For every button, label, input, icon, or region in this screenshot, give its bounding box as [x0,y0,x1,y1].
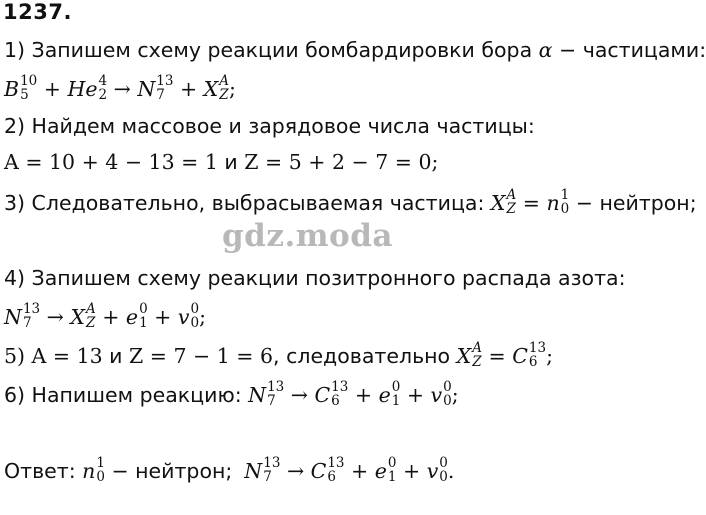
plus-sign: + [348,382,379,407]
step-5-text [4,340,553,371]
problem-number: 1237. [3,0,72,24]
mass-number: 0 [439,455,448,471]
mass-number: 4 [98,73,108,89]
charge-number: Z [85,314,96,331]
arrow-symbol: → [40,304,71,329]
answer-line [4,455,455,486]
conjunction: и [102,343,130,368]
mass-number: 0 [139,301,148,317]
step-5-label: , следовательно [273,343,457,368]
nitrogen-indices [263,457,280,485]
neutron-indices [561,189,570,217]
step-6-label: 6) Напишем реакцию: [4,382,249,407]
alpha-symbol: α [538,38,553,62]
nitrogen-indices [23,303,40,331]
neutron-indices [96,457,105,485]
reaction-equation-1 [4,73,236,104]
charge-number: 6 [528,353,538,370]
charge-number: 1 [139,314,148,331]
mass-number: 10 [20,73,38,89]
particle-x-indices [86,303,96,331]
arrow-symbol: → [107,76,138,101]
neutrino-symbol: v [426,458,439,483]
step-3-text [4,187,697,218]
mass-number: 1 [560,187,570,203]
neutrino-indices [439,457,448,485]
step-6-text [4,379,459,410]
particle-x-indices [472,342,482,370]
nitrogen-symbol: N [137,76,156,101]
charge-number-result: Z = 7 − 1 = 6 [129,343,274,368]
equals-sign: = [516,190,547,215]
mass-number: 0 [387,455,397,471]
particle-x-indices [507,189,517,217]
plus-sign: + [173,76,204,101]
carbon-indices [327,457,344,485]
carbon-symbol: C [314,382,331,407]
period: . [447,458,455,483]
charge-number: 0 [560,200,570,217]
step-4-text: 4) Запишем схему реакции позитронного распада азота: [4,266,626,290]
mass-number: A [219,73,230,89]
mass-number: 13 [327,455,345,471]
step-1-label: 1) Запишем схему реакции бомбардировки бора [4,38,539,62]
neutrino-indices [190,303,199,331]
semicolon: ; [546,343,553,368]
positron-symbol: e [378,382,391,407]
step-1-tail: − частицами: [552,38,706,62]
plus-sign: + [95,304,126,329]
charge-number: 0 [443,392,452,409]
mass-number: 0 [391,379,401,395]
mass-number: 0 [190,301,200,317]
arrow-symbol: → [284,382,315,407]
charge-number: 6 [331,392,340,409]
reaction-equation-4 [4,301,206,332]
boron-symbol: B [4,76,20,101]
mass-number: A [506,187,517,203]
particle-x-symbol: X [456,343,472,368]
mass-number: 13 [528,340,547,356]
mass-number-result: 5) A = 13 [4,343,103,368]
charge-number: 2 [98,86,108,103]
mass-number: 13 [22,301,41,317]
charge-number: 6 [327,468,336,485]
charge-number: 0 [190,314,200,331]
particle-x-indices [219,75,229,103]
positron-symbol: e [374,458,387,483]
neutrino-symbol: v [430,382,443,407]
nitrogen-symbol: N [248,382,267,407]
step-3-tail: − нейтрон; [569,190,697,215]
mass-number: 13 [263,455,281,471]
charge-number: 7 [156,86,165,103]
neutron-symbol: n [546,190,560,215]
step-2-text: 2) Найдем массовое и зарядовое числа частицы: [4,114,535,138]
mass-number: 13 [156,73,174,89]
particle-x-symbol: X [203,76,219,101]
step-1-text [4,40,706,61]
positron-indices [388,457,397,485]
semicolon: ; [199,304,206,329]
particle-x-symbol: X [70,304,85,329]
charge-number: Z [506,200,516,217]
charge-number-calc: Z = 5 + 2 − 7 = 0; [244,150,439,174]
nitrogen-indices [156,75,173,103]
neutrino-indices [443,381,452,409]
carbon-indices [529,342,546,370]
particle-x-symbol: X [490,190,506,215]
step-3-label: 3) Следовательно, выбрасываемая частица: [4,190,491,215]
mass-number: 13 [331,379,349,395]
nitrogen-indices [267,381,284,409]
mass-number: 0 [443,379,452,395]
mass-number: A [85,301,96,317]
plus-sign: + [400,382,431,407]
carbon-symbol: C [310,458,327,483]
charge-number: 7 [267,392,276,409]
helium-symbol: He [67,76,98,101]
equals-sign: = [481,343,513,368]
neutrino-symbol: v [177,304,190,329]
semicolon: ; [451,382,459,407]
semicolon: ; [229,76,236,101]
mass-number: 1 [96,455,105,471]
charge-number: 7 [22,314,32,331]
charge-number: Z [472,353,482,370]
neutron-symbol: n [82,458,96,483]
nitrogen-symbol: N [4,304,22,329]
charge-number: Z [219,86,229,103]
mass-number: 13 [267,379,285,395]
mass-number-calc: A = 10 + 4 − 13 = 1 [4,150,218,174]
answer-neutron-tail: − нейтрон; [104,458,233,483]
plus-sign: + [37,76,68,101]
charge-number: 1 [387,468,397,485]
mass-charge-calculation [4,152,438,173]
charge-number: 5 [20,86,29,103]
conjunction: и [217,150,245,174]
plus-sign: + [147,304,178,329]
carbon-symbol: C [512,343,528,368]
positron-indices [392,381,401,409]
positron-symbol: e [125,304,139,329]
positron-indices [139,303,148,331]
plus-sign: + [396,458,427,483]
answer-label: Ответ: [4,458,83,483]
nitrogen-symbol: N [244,458,263,483]
plus-sign: + [344,458,375,483]
charge-number: 1 [391,392,401,409]
arrow-symbol: → [280,458,311,483]
mass-number: A [472,340,482,356]
charge-number: 7 [263,468,272,485]
watermark-logo: gdz.moda [222,218,393,254]
charge-number: 0 [96,468,105,485]
charge-number: 0 [439,468,448,485]
boron-indices [20,75,37,103]
helium-indices [99,75,108,103]
carbon-indices [331,381,348,409]
